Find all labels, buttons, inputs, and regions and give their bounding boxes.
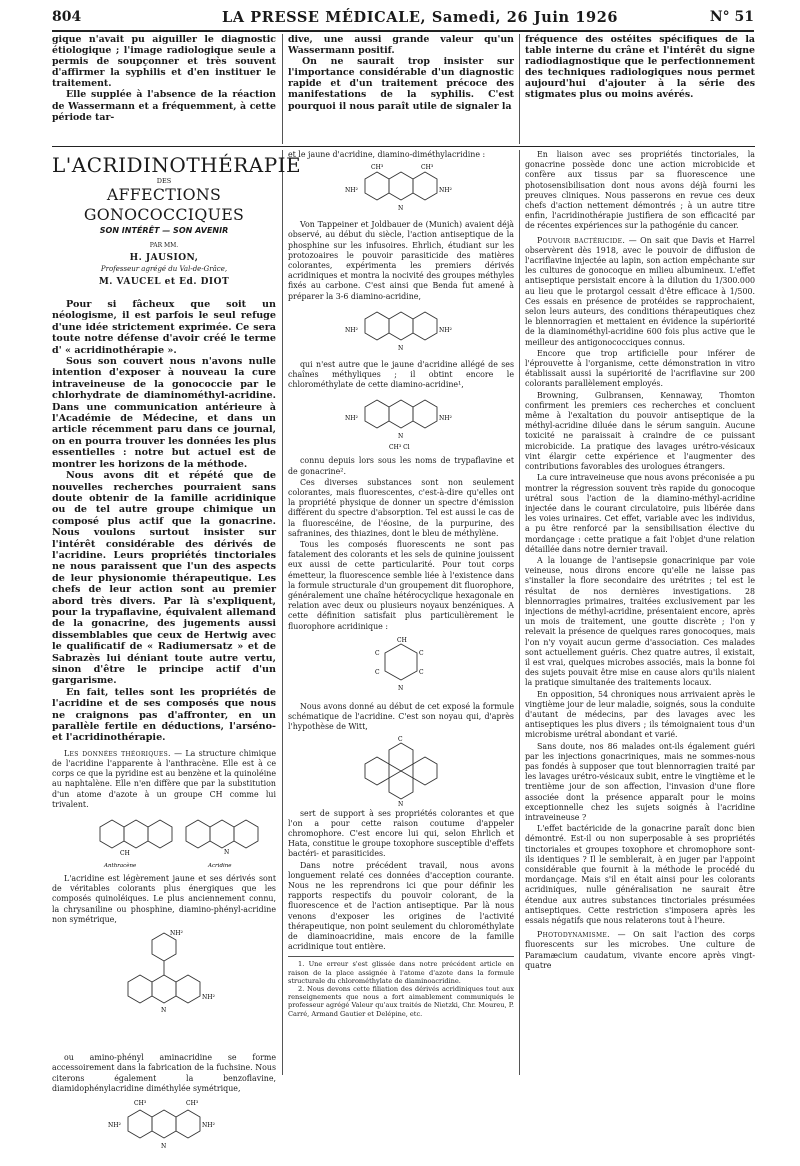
svg-text:N: N xyxy=(161,1007,167,1015)
paragraph: et le jaune d'acridine, diamino-diméthylacridine : xyxy=(288,150,486,159)
top-column-2 xyxy=(288,34,514,146)
acridine-label: Acridine xyxy=(208,863,232,870)
footnote: 2. Nous devons cette filiation des dérivés acridiniques tout aux renseignements que nous a fort aimablement communiqués le professeur agrégé Valeur qu'aux traités de Nietzki, Chr. Moureu, P. Carré, Armand Gautier et Delépine, etc. xyxy=(288,984,514,1018)
paragraph: Ces diverses substances sont non seulement colorantes, mais fluorescentes, c'est-à-dire qu'elles ont la propriété physique de donner un spectre d'émission différent du spectre d'absorption. Tel est aussi le cas de la fluorescéine, de l'éosine, de la purpurine, des safranines, des thiazines, dont le bleu de méthylène. xyxy=(288,477,514,538)
diamino-acridine-structure-diagram xyxy=(311,304,491,358)
svg-text:C: C xyxy=(398,735,403,743)
section-label: Les données théoriques. xyxy=(64,748,171,758)
svg-text:C: C xyxy=(419,668,424,676)
paragraph: Pour si fâcheux que soit un néologisme, il est parfois le seul refuge d'une idée strictement exprimée. Ce sera toute notre défense d'avoir créé le terme d' « acridinothérapie ». xyxy=(52,299,276,356)
paragraph: sert de support à ses propriétés colorantes et que l'on a pour cette raison coutume d'appeler chromophore. C'est encore lui qui, selon Ehrlich et Hata, constitue le groupe toxophore susceptible d'effets bactéri- et parasiticides. xyxy=(288,808,514,859)
section-label: Pouvoir bactéricide. xyxy=(537,235,626,245)
svg-text:C: C xyxy=(375,649,380,657)
paragraph xyxy=(52,749,276,810)
article-subtitle: AFFECTIONS GONOCOCCIQUES xyxy=(83,185,245,224)
paragraph: Nous avons dit et répété que de nouvelles recherches pourraient sans doute obtenir de la famille acridinique ou de tel autre groupe chimique un composé plus actif que la gonacrine. Nous voulons surtout insister sur l'intérêt considérable des dérivés de l'acridine. Leurs propriétés tinctoriales ne nous paraissent que l'un des aspects de leur physionomie thérapeutique. Les chefs de leur action sont au premier abord très divers. Par là s'expliquent, pour la trypaflavine, équivalent allemand de la gonacrine, des jugements aussi dissemblables que ceux de Hertwig avec le qualificatif de « Radiumersatz » et de Sabrazès lui déniant toute autre vertu, sinon d'être le principe actif d'un gargarisme. xyxy=(52,470,276,687)
article-tagline: SON INTÉRÊT — SON AVENIR xyxy=(99,226,229,235)
svg-text:NH²: NH² xyxy=(202,994,215,1002)
svg-text:CH³: CH³ xyxy=(421,164,434,172)
paragraph: La cure intraveineuse que nous avons préconisée a pu montrer la régression souvent très rapide du gonocoque urétral sous l'action de la diamino-méthyl-acridine injectée dans le courant circulatoire, puis libérée dans les voies urinaires. Cet effet, variable avec les individus, a pu être renforcé par la sensibilisation élective du mordançage : cette pratique a fait l'objet d'une relation détaillée dans notre dernier travail. xyxy=(525,473,755,554)
paragraph: L'effet bactéricide de la gonacrine paraît donc bien démontré. Est-il ou non superposable à ses propriétés tinctoriales et groupes toxophore et chromophore sont-ils identiques ? Il le semblerait, à en juger par l'appoint considérable que fournit à la méthode le procédé du mordançage. Mais s'il en était ainsi pour les colorants acridiniques, nulle généralisation ne saurait être étendue aux autres substances tinctoriales présumées antiseptiques. Cette restriction s'imposera après les essais négatifs que nous relaterons tout à l'heure. xyxy=(525,824,755,926)
journal-title: LA PRESSE MÉDICALE, Samedi, 26 Juin 1926 xyxy=(222,9,619,26)
paragraph: gique n'avait pu aiguiller le diagnostic étiologique ; l'image radiologique seule a permis de soupçonner et très souvent d'affirmer la syphilis et d'en instituer le traitement. xyxy=(52,34,276,90)
acridine-nucleus-diagram xyxy=(311,735,491,807)
column-divider xyxy=(519,34,520,144)
svg-text:N: N xyxy=(398,800,404,808)
paragraph: Sans doute, nos 86 malades ont-ils également guéri par les injections gonacriniques, mais ne sommes-nous pas fondés à supposer que tout blennorragien traité par les lavages urétro-vésicaux subit, entre le vingtième et le trentième jour de son affection, l'invasion d'une flore associée dont la présence apparaît pour le moins exceptionnelle chez les sujets soignés à l'acridine intraveineuse ? xyxy=(525,741,755,822)
section-label: Photodynamisme. xyxy=(537,930,610,940)
paragraph: dive, une aussi grande valeur qu'un Wassermann positif. xyxy=(288,34,514,57)
svg-text:N: N xyxy=(224,849,230,857)
paragraph-text: — La structure chimique de l'acridine l'apparente à l'anthracène. Elle est à ce corps ce que la pyridine est au benzène et la quinoléine au naphtalène. Elle n'en diffère que par la substitution d'un atome d'azote à un groupe CH comme lui trivalent. xyxy=(52,748,276,809)
paragraph xyxy=(525,236,755,348)
svg-text:NH²: NH² xyxy=(345,415,358,423)
svg-text:NH²: NH² xyxy=(170,930,183,938)
paragraph: En opposition, 54 chroniques nous arrivaient après le vingtième jour de leur maladie, soignés, sous la conduite d'autant de médecins, par des lavages avec les antiseptiques les plus divers ; ils témoignaient tous d'un microbisme urétral abondant et varié. xyxy=(525,689,755,740)
footnote: 1. Une erreur s'est glissée dans notre précédent article en raison de la place assignée à l'atome d'azote dans la formule structurale du chlorométhylate de diaminoacridine. xyxy=(288,960,514,985)
paragraph: En fait, telles sont les propriétés de l'acridine et de ses composés que nous ne craignons pas d'affronter, en un parallèle fertile en déductions, l'arséno- et l'acridinothérapie. xyxy=(52,686,276,744)
svg-text:C: C xyxy=(375,668,380,676)
article-column-3 xyxy=(525,150,755,1078)
svg-text:C: C xyxy=(419,649,424,657)
svg-text:NH²: NH² xyxy=(439,326,452,334)
article-column-1 xyxy=(52,150,302,1150)
paragraph: connu depuis lors sous les noms de trypaflavine et de gonacrine². xyxy=(288,456,514,476)
author-role: Professeur agrégé du Val-de-Grâce, xyxy=(100,264,228,273)
paragraph: Sous son couvert nous n'avons nulle intention d'exposer à nouveau la cure intraveineuse de la gonococcie par le chlorhydrate de diaminométhyl-acridine. Dans une communication antérieure à l'Académie de Médecine, et dans un article récemment paru dans ce journal, on en pourra trouver les données les plus essentielles : notre but actuel est de montrer les horizons de la méthode. xyxy=(52,356,276,470)
benzoflavine-structure-diagram xyxy=(74,1096,254,1166)
author-name: H. JAUSION, xyxy=(129,253,199,264)
trypaflavine-structure-diagram xyxy=(311,392,491,454)
article-title: L'ACRIDINOTHÉRAPIE xyxy=(52,153,302,177)
paragraph: fréquence des ostéites spécifiques de la table interne du crâne et l'intérêt du signe radiodiagnostique que le perfectionnement des techniques radiologiques nous permet aujourd'hui d'ajouter à la série des stigmates plus ou moins avérés. xyxy=(525,34,755,101)
svg-text:N: N xyxy=(398,344,404,352)
article-column-2 xyxy=(288,150,514,1078)
column-divider xyxy=(519,150,520,1075)
paragraph: Browning, Gulbransen, Kennaway, Thomton confirment les premiers ces recherches et concluent même à l'exaltation du pouvoir antiseptique de la méthyl-acridine diluée dans le sérum sanguin. Aucune toxicité ne paraissait à craindre de ce puissant microbicide. La pratique des lavages urétro-vésicaux vint élargir cette expérience et l'augmenter des contributions favorables des urologues étrangers. xyxy=(525,390,755,472)
svg-text:N: N xyxy=(398,205,404,213)
svg-text:N: N xyxy=(398,684,404,692)
top-column-1 xyxy=(52,34,276,146)
page-number: 804 xyxy=(52,9,82,25)
paragraph: On ne saurait trop insister sur l'importance considérable d'un diagnostic rapide et d'un traitement précoce des manifestations de la syphilis. C'est pourquoi il nous paraît utile de signaler la xyxy=(288,56,514,112)
fluorophore-structure-diagram xyxy=(311,634,491,700)
paragraph: A la louange de l'antisepsie gonacrinique par voie veineuse, nous dirons encore qu'elle ne laisse pas s'installer la flore secondaire des urétrites ; tel est le résultat de nos dernières investigations. 28 blennorragies primaires, traitées exclusivement par les injections de méthyl-acridine, présentaient encore, après un mois de traitement, une goutte discrète ; l'on y relevait la présence de quelques rares gonocoques, mais l'on n'y voyait aucun germe d'association. Ces malades sont actuellement guéris. Chez quatre autres, il existait, il est vrai, quelques microbes associés, mais la bonne foi des sujets pouvait être mise en cause alors qu'ils niaient la pratique simultanée des traitements locaux. xyxy=(525,555,755,688)
paragraph: qui n'est autre que le jaune d'acridine allégé de ses chaînes méthyliques ; il obtint encore le chlorométhylate de cette diamino-acridine¹, xyxy=(288,359,514,390)
anthracene-label: Anthracène xyxy=(104,863,137,870)
column-divider xyxy=(282,34,283,144)
article-title-des: DES xyxy=(156,177,172,185)
paragraph: ou amino-phényl aminacridine se forme accessoirement dans la fabrication de la fuchsine. Nous citerons également la benzoflavine, diamidophénylacridine diméthylée symétrique, xyxy=(52,1053,276,1093)
footnotes xyxy=(288,956,514,1017)
anthracene-acridine-diagram xyxy=(64,812,264,872)
paragraph-text: — On sait l'action des corps fluorescents sur les microbes. Une culture de Paramæcium caudatum, vivante encore après vingt-quatre xyxy=(525,930,755,970)
paragraph: L'acridine est légèrement jaune et ses dérivés sont de véritables colorants plus énergiques que les composés quinoléiques. Le plus anciennement connu, la chrysaniline ou phosphine, diamino-phényl-acridine non symétrique, xyxy=(52,874,276,924)
acridine-yellow-structure-diagram xyxy=(311,162,491,218)
paragraph: Tous les composés fluorescents ne sont pas fatalement des colorants et les sels de quinine jouissent eux aussi de cette particularité. Pour tout corps émetteur, la fluorescence semble liée à l'existence dans la formule structurale d'un groupement dit fluorophore, généralement une chaîne hétérocyclique hexagonale en relation avec deux ou plusieurs noyaux benzéniques. A cette définition satisfait plus particulièrement le fluorophore acridinique : xyxy=(288,540,514,631)
svg-text:CH: CH xyxy=(120,850,130,858)
top-column-3 xyxy=(525,34,755,146)
svg-text:CH: CH xyxy=(397,636,407,644)
paragraph: Elle supplée à l'absence de la réaction de Wassermann et a fréquemment, à cette période tar- xyxy=(52,89,276,123)
svg-text:CH³ Cl: CH³ Cl xyxy=(389,444,410,452)
svg-text:NH²: NH² xyxy=(202,1121,215,1129)
svg-text:CH³: CH³ xyxy=(186,1099,199,1107)
lead-text xyxy=(52,299,276,744)
paragraph: Encore que trop artificielle pour inférer de l'éprouvette à l'organisme, cette démonstration in vitro établissait aussi la supériorité de l'acriflavine sur 200 colorants parallèlement employés. xyxy=(525,348,755,389)
paragraph: Dans notre précédent travail, nous avons longuement relaté ces données d'acception courante. Nous ne les reprendrons ici que pour définir les rapports respectifs du pouvoir colorant, de la fluorescence et de l'action antiseptique. Par là nous venons d'exposer les origines de l'activité thérapeutique, non point seulement du chlorométhylate de diaminoacridine, mais encore de la famille acridinique tout entière. xyxy=(288,860,514,952)
svg-text:CH³: CH³ xyxy=(371,164,384,172)
section-divider xyxy=(52,146,755,147)
svg-text:N: N xyxy=(398,433,404,441)
column-divider xyxy=(282,150,283,1075)
svg-text:NH²: NH² xyxy=(439,187,452,195)
paragraph: Von Tappeiner et Joldbauer de (Munich) avaient déjà observé, au début du siècle, l'action antiseptique de la phosphine sur les infusoires. Ehrlich, étudiant sur les protozoaires le pouvoir parasiticide des matières colorantes, expérimenta les premiers dérivés acridiniques et montra la nocivité des groupes méthyles fixés au carbone. C'est ainsi que Benda fut amené à préparer la 3-6 diamino-acridine, xyxy=(288,220,514,301)
page-header xyxy=(52,6,754,32)
svg-text:NH²: NH² xyxy=(108,1121,121,1129)
co-authors: M. VAUCEL et Ed. DIOT xyxy=(98,276,230,287)
byline-par: PAR MM. xyxy=(149,242,179,250)
phosphine-structure-diagram xyxy=(74,927,254,1051)
paragraph xyxy=(525,930,755,971)
issue-number: N° 51 xyxy=(709,9,754,25)
svg-text:NH²: NH² xyxy=(439,415,452,423)
svg-text:NH²: NH² xyxy=(345,326,358,334)
svg-text:NH²: NH² xyxy=(345,187,358,195)
paragraph-text: — On sait que Davis et Harrel observèrent dès 1918, avec le pouvoir de diffusion de l'acriflavine injectée au lapin, son action empêchante sur les cultures de gonocoque en milieu albumineux. L'effet antiseptique persistait encore à la dilution du 1/300.000 au lieu que le protargol cessait d'être efficace à 1/500. Ces essais en présence de protéides se rapprochaient, selon leurs auteurs, des conditions thérapeutiques chez le blennorragien et mettaient en évidence la supériorité de la diaminométhyl-acridine 600 fois plus active que le meilleur des antigonococciques connus. xyxy=(525,235,755,347)
svg-text:CH³: CH³ xyxy=(134,1099,147,1107)
paragraph: En liaison avec ses propriétés tinctoriales, la gonacrine possède donc une action microbicide et confère aux tissus par sa fluorescence une photosensibilisation dont nous avons déjà fourni les preuves cliniques. Nous passerons en revue ces deux chefs d'action nettement démontrés ; à un autre titre enfin, l'acridinothérapie justifiera de son efficacité par de récentes expériences sur la pathogénie du cancer. xyxy=(525,150,755,231)
paragraph: Nous avons donné au début de cet exposé la formule schématique de l'acridine. C'est son noyau qui, d'après l'hypothèse de Witt, xyxy=(288,701,514,732)
svg-text:N: N xyxy=(161,1142,167,1150)
